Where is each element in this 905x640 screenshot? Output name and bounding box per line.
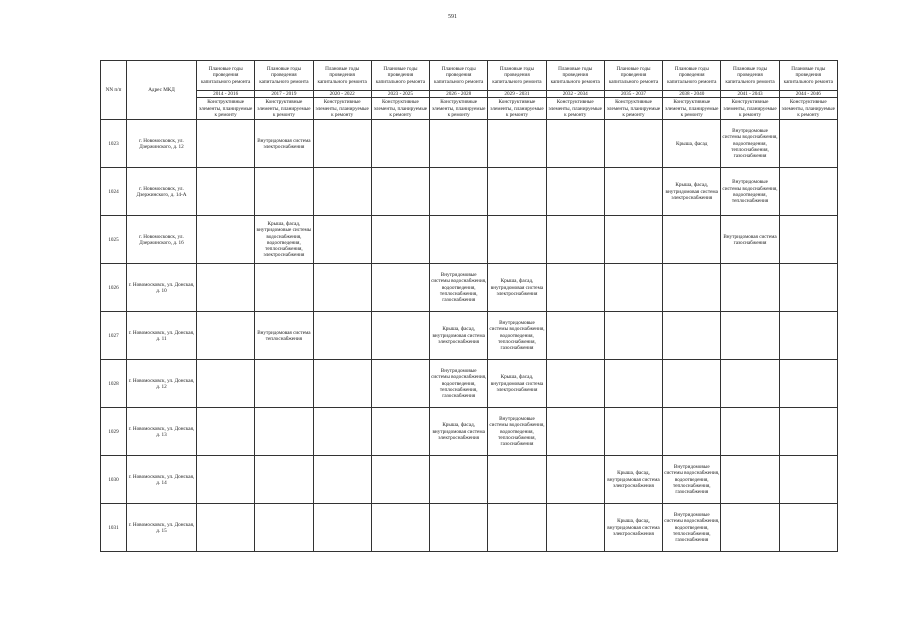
works-cell [779,168,837,216]
header-year-range: 2020 - 2022 [313,91,371,98]
works-cell [546,264,604,312]
works-cell: Внутридомовая система электроснабжения [255,120,313,168]
works-cell [546,168,604,216]
header-period-label: Плановые годы проведения капитального ремонта [255,61,313,91]
row-address: г. Новомосковск, ул. Донская, д. 11 [127,312,197,360]
works-cell [430,168,488,216]
row-number: 1031 [101,504,127,552]
works-cell: Крыша, фасад, внутридомовая система электроснабжения [430,312,488,360]
works-cell [546,216,604,264]
works-cell: Внутридомовые системы водоснабжения, водоотведения, теплоснабжения, газоснабжения [663,504,721,552]
works-cell [313,504,371,552]
works-cell [371,504,429,552]
header-works-label: Конструктивные элементы, планируемые к ремонту [197,98,255,120]
table-row [101,264,838,312]
works-cell [430,120,488,168]
works-cell [779,456,837,504]
table-row [101,360,838,408]
works-cell [197,120,255,168]
row-number: 1030 [101,456,127,504]
header-period-label: Плановые годы проведения капитального ремонта [430,61,488,91]
table-row [101,168,838,216]
works-cell [371,456,429,504]
works-cell [546,312,604,360]
row-number: 1027 [101,312,127,360]
works-cell: Крыша, фасад, внутридомовая система электроснабжения [488,264,546,312]
header-works-label: Конструктивные элементы, планируемые к ремонту [779,98,837,120]
header-works-label: Конструктивные элементы, планируемые к ремонту [255,98,313,120]
works-cell [430,456,488,504]
works-cell: Крыша, фасад [663,120,721,168]
header-year-range: 2014 - 2016 [197,91,255,98]
works-cell [197,168,255,216]
works-cell [255,408,313,456]
works-cell: Внутридомовые системы водоснабжения, водоотведения, теплоснабжения, газоснабжения [721,120,779,168]
works-cell [604,168,662,216]
header-address: Адрес МКД [127,61,197,120]
works-cell [371,168,429,216]
table-row [101,504,838,552]
works-cell [371,264,429,312]
table-row [101,312,838,360]
works-cell: Крыша, фасад, внутридомовые системы водоснабжения, водоотведения, теплоснабжения, электроснабжения [255,216,313,264]
works-cell [197,456,255,504]
header-period-label: Плановые годы проведения капитального ремонта [604,61,662,91]
row-address: г. Новомосковск, ул. Дзержинского, д. 16 [127,216,197,264]
works-cell [197,264,255,312]
header-works-label: Конструктивные элементы, планируемые к ремонту [371,98,429,120]
works-cell [721,408,779,456]
works-cell [371,216,429,264]
row-number: 1028 [101,360,127,408]
works-cell [663,264,721,312]
works-cell [255,360,313,408]
header-year-range: 2029 - 2031 [488,91,546,98]
works-cell [255,456,313,504]
row-address: г. Новомосковск, ул. Донская, д. 14 [127,456,197,504]
works-cell [313,360,371,408]
works-cell [663,408,721,456]
works-cell [779,360,837,408]
works-cell [721,264,779,312]
header-years-row [101,91,838,98]
works-cell [604,216,662,264]
row-number: 1023 [101,120,127,168]
capital-repair-schedule-table [100,60,838,552]
works-cell [604,312,662,360]
works-cell [371,408,429,456]
works-cell [663,216,721,264]
header-period-row [101,61,838,91]
works-cell [488,216,546,264]
header-works-label: Конструктивные элементы, планируемые к ремонту [721,98,779,120]
works-cell: Внутридомовая система теплоснабжения [255,312,313,360]
works-cell: Внутридомовая система газоснабжения [721,216,779,264]
header-period-label: Плановые годы проведения капитального ремонта [663,61,721,91]
works-cell [779,120,837,168]
works-cell: Крыша, фасад, внутридомовая система электроснабжения [663,168,721,216]
header-year-range: 2041 - 2043 [721,91,779,98]
works-cell [721,456,779,504]
header-works-label: Конструктивные элементы, планируемые к ремонту [488,98,546,120]
table-row [101,408,838,456]
row-address: г. Новомосковск, ул. Дзержинского, д. 14-А [127,168,197,216]
header-year-range: 2017 - 2019 [255,91,313,98]
row-number: 1025 [101,216,127,264]
works-cell [313,168,371,216]
works-cell [721,312,779,360]
works-cell [663,360,721,408]
header-works-label: Конструктивные элементы, планируемые к ремонту [663,98,721,120]
works-cell [313,216,371,264]
works-cell [604,120,662,168]
works-cell [197,504,255,552]
works-cell [663,312,721,360]
works-cell [371,120,429,168]
works-cell [721,504,779,552]
works-cell: Внутридомовые системы водоснабжения, водоотведения, теплоснабжения, газоснабжения [430,264,488,312]
header-works-row [101,98,838,120]
works-cell [604,264,662,312]
row-number: 1024 [101,168,127,216]
header-year-range: 2035 - 2037 [604,91,662,98]
header-works-label: Конструктивные элементы, планируемые к ремонту [313,98,371,120]
works-cell [779,216,837,264]
works-cell [371,360,429,408]
table-row [101,120,838,168]
header-period-label: Плановые годы проведения капитального ремонта [488,61,546,91]
header-works-label: Конструктивные элементы, планируемые к ремонту [546,98,604,120]
works-cell [779,504,837,552]
works-cell: Крыша, фасад, внутридомовая система электроснабжения [604,456,662,504]
table-row [101,216,838,264]
row-address: г. Новомосковск, ул. Донская, д. 12 [127,360,197,408]
works-cell [488,120,546,168]
works-cell [313,264,371,312]
works-cell: Внутридомовые системы водоснабжения, водоотведения, теплоснабжения, газоснабжения [430,360,488,408]
works-cell [488,456,546,504]
works-cell [721,360,779,408]
works-cell [604,360,662,408]
works-cell [430,216,488,264]
works-cell [488,168,546,216]
header-works-label: Конструктивные элементы, планируемые к ремонту [604,98,662,120]
row-address: г. Новомосковск, ул. Донская, д. 10 [127,264,197,312]
works-cell [197,408,255,456]
works-cell [604,408,662,456]
works-cell [313,312,371,360]
row-number: 1026 [101,264,127,312]
works-cell [197,360,255,408]
works-cell [197,312,255,360]
works-cell [197,216,255,264]
works-cell [546,120,604,168]
header-period-label: Плановые годы проведения капитального ремонта [779,61,837,91]
works-cell [255,504,313,552]
works-cell [371,312,429,360]
works-cell [313,120,371,168]
works-cell [546,456,604,504]
works-cell [313,456,371,504]
works-cell: Крыша, фасад, внутридомовая система электроснабжения [488,360,546,408]
works-cell [255,168,313,216]
header-year-range: 2038 - 2040 [663,91,721,98]
header-period-label: Плановые годы проведения капитального ремонта [371,61,429,91]
works-cell [779,408,837,456]
page-number: 591 [448,14,457,20]
works-cell: Внутридомовые системы водоснабжения, водоотведения, теплоснабжения, газоснабжения [488,312,546,360]
header-year-range: 2023 - 2025 [371,91,429,98]
row-address: г. Новомосковск, ул. Донская, д. 15 [127,504,197,552]
works-cell [779,312,837,360]
works-cell: Крыша, фасад, внутридомовая система электроснабжения [430,408,488,456]
works-cell: Крыша, фасад, внутридомовая система электроснабжения [604,504,662,552]
works-cell: Внутридомовые системы водоснабжения, водоотведения, теплоснабжения, газоснабжения [488,408,546,456]
works-cell [546,504,604,552]
works-cell: Внутридомовые системы водоснабжения, водоотведения, теплоснабжения [721,168,779,216]
works-cell [430,504,488,552]
row-address: г. Новомосковск, ул. Донская, д. 13 [127,408,197,456]
header-year-range: 2026 - 2028 [430,91,488,98]
works-cell [255,264,313,312]
schedule-body [101,120,838,552]
row-number: 1029 [101,408,127,456]
works-cell [313,408,371,456]
row-address: г. Новомосковск, ул. Дзержинского, д. 12 [127,120,197,168]
works-cell [779,264,837,312]
table-row [101,456,838,504]
works-cell [546,360,604,408]
header-period-label: Плановые годы проведения капитального ремонта [197,61,255,91]
works-cell: Внутридомовые системы водоснабжения, водоотведения, теплоснабжения, газоснабжения [663,456,721,504]
header-num: NN п/п [101,61,127,120]
header-period-label: Плановые годы проведения капитального ремонта [721,61,779,91]
header-period-label: Плановые годы проведения капитального ремонта [546,61,604,91]
header-year-range: 2044 - 2046 [779,91,837,98]
works-cell [488,504,546,552]
header-works-label: Конструктивные элементы, планируемые к ремонту [430,98,488,120]
header-year-range: 2032 - 2034 [546,91,604,98]
header-period-label: Плановые годы проведения капитального ремонта [313,61,371,91]
works-cell [546,408,604,456]
